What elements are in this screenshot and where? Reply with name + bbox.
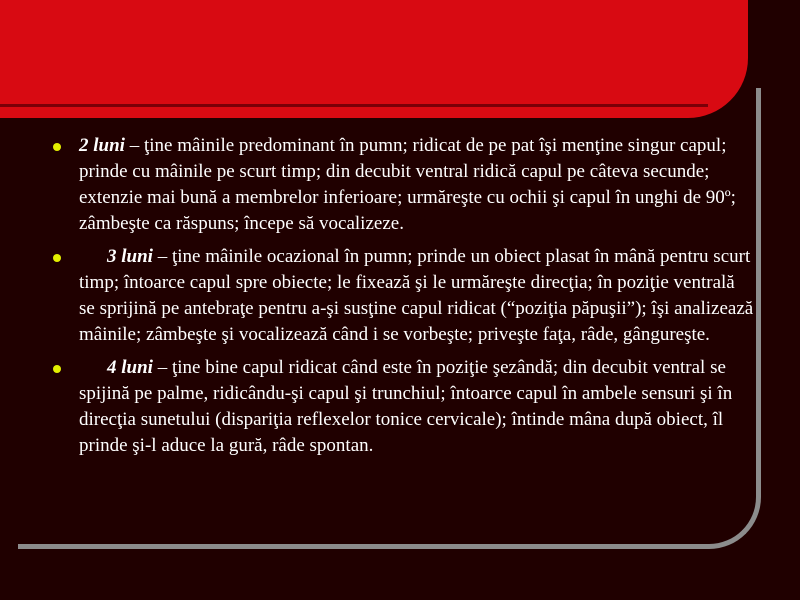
item-body: – ţine bine capul ridicat când este în poziţie şezândă; din decubit ventral se spijină pe palme, ridicându-şi capul şi trunchiul; întoarce capul în ambele sensuri şi în direcţia sunetului (dispariţia reflexelor tonice cervicale); întinde mâna după obiect, îl prinde şi-l aduce la gură, râde spontan. <box>79 357 733 456</box>
item-lead: 4 luni <box>107 357 153 378</box>
item-body: – ţine mâinile ocazional în pumn; prinde un obiect plasat în mână pentru scurt timp; întoarce capul spre obiecte; le fixează şi le urmăreşte direcţia; în poziţie ventrală se sprijină pe antebraţe pentru a-şi susţine capul ridicat (“poziţia păpuşii”); îşi analizează mâinile; zâmbeşte şi vocalizează când i se vorbeşte; priveşte faţa, râde, gângureşte. <box>79 246 754 345</box>
item-body: – ţine mâinile predominant în pumn; ridicat de pe pat îşi menţine singur capul; prinde cu mâinile pe scurt timp; din decubit ventral ridică capul pe câteva secunde; extenzie mai bună a membrelor inferioare; urmăreşte cu ochii şi capul în unghi de 90º; zâmbeşte ca răspuns; începe să vocalizeze. <box>79 135 736 234</box>
list-item <box>50 244 755 348</box>
list-item <box>50 355 755 459</box>
bullet-dot-icon <box>53 254 61 262</box>
item-lead: 2 luni <box>79 135 125 156</box>
list-item <box>50 133 755 237</box>
item-lead: 3 luni <box>107 246 153 267</box>
bullet-list <box>50 133 755 466</box>
bullet-dot-icon <box>53 365 61 373</box>
bullet-dot-icon <box>53 143 61 151</box>
